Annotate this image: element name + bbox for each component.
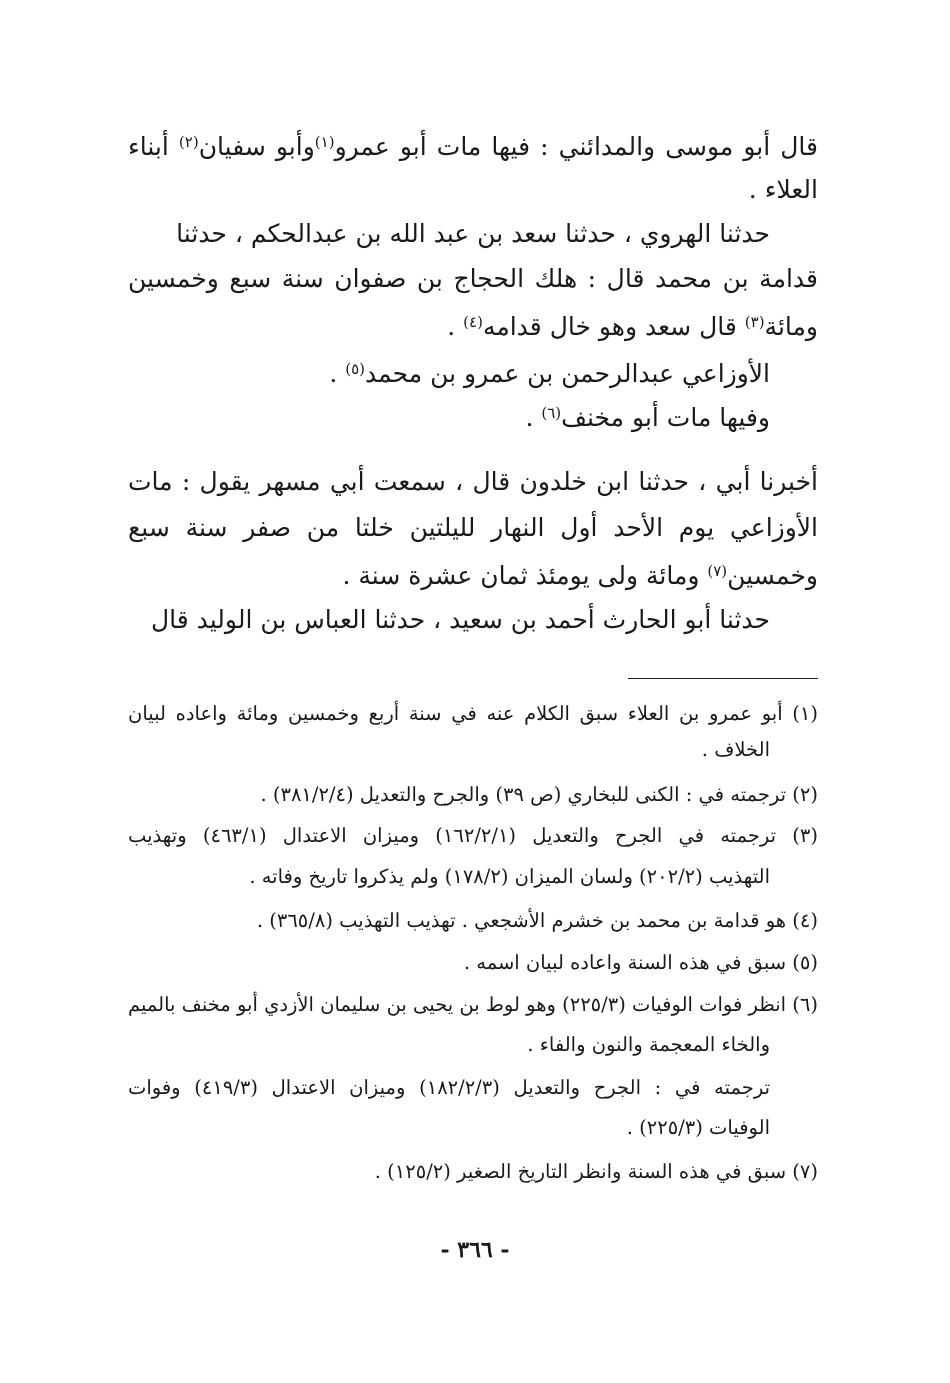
footnote-marker[interactable]: (٥) xyxy=(345,359,366,378)
text-line xyxy=(342,556,818,596)
text-line: حدثنا أبو الحارث أحمد بن سعيد ، حدثنا العباس بن الوليد قال xyxy=(150,605,770,634)
text-run: . xyxy=(329,359,346,388)
footnote-3: (٣) ترجمته في الجرح والتعديل (١٦٢/٢/١) وميزان الاعتدال (٤٦٣/١) وتهذيب xyxy=(128,824,818,847)
footnote-1: (١) أبو عمرو بن العلاء سبق الكلام عنه في سنة أربع وخمسين ومائة واعاده لبيان xyxy=(128,702,818,725)
text-line: أخبرنا أبي ، حدثنا ابن خلدون قال ، سمعت أبي مسهر يقول : مات xyxy=(128,467,818,496)
text-run: ومائة xyxy=(764,312,818,341)
text-line xyxy=(447,307,818,347)
footnote-line: الخلاف . xyxy=(701,738,770,761)
text-line xyxy=(128,127,818,167)
footnote-marker[interactable]: (٦) xyxy=(541,403,562,422)
text-run: ومائة ولى يومئذ ثمان عشرة سنة . xyxy=(342,561,708,590)
text-run: الأوزاعي عبدالرحمن بن عمرو بن محمد xyxy=(365,359,770,388)
text-run: وأبو سفيان xyxy=(198,132,315,161)
text-run: وخمسين xyxy=(727,561,818,590)
footnote-marker[interactable]: (٧) xyxy=(707,561,728,580)
text-run: . xyxy=(525,403,542,432)
footnote-line: والخاء المعجمة والنون والفاء . xyxy=(527,1033,770,1056)
text-line: قدامة بن محمد قال : هلك الحجاج بن صفوان سنة سبع وخمسين xyxy=(128,264,818,293)
footnote-marker[interactable]: (٤) xyxy=(463,312,483,331)
text-line: حدثنا الهروي ، حدثنا سعد بن عبد الله بن عبدالحكم ، حدثنا xyxy=(176,219,770,248)
text-line xyxy=(525,398,770,438)
text-run: وفيها مات أبو مخنف xyxy=(561,403,770,432)
text-line xyxy=(329,354,770,394)
footnote-5: (٥) سبق في هذه السنة واعاده لبيان اسمه . xyxy=(463,951,818,974)
footnote-line: الوفيات (٢٢٥/٣) . xyxy=(626,1116,770,1139)
footnote-separator xyxy=(628,678,818,679)
footnote-4: (٤) هو قدامة بن محمد بن خشرم الأشجعي . تهذيب التهذيب (٣٦٥/٨) . xyxy=(256,909,818,932)
footnote-2: (٢) ترجمته في : الكنى للبخاري (ص ٣٩) والجرح والتعديل (٣٨١/٢/٤) . xyxy=(260,783,818,806)
text-run: . xyxy=(447,312,464,341)
footnote-6: (٦) انظر فوات الوفيات (٢٢٥/٣) وهو لوط بن يحيى بن سليمان الأزدي أبو مخنف بالميم xyxy=(128,993,819,1016)
footnote-marker[interactable]: (٢) xyxy=(178,132,199,151)
text-run: قال أبو موسى والمدائني : فيها مات أبو عمرو xyxy=(334,132,818,161)
footnote-line: ترجمته في : الجرح والتعديل (١٨٢/٢/٣) وميزان الاعتدال (٤١٩/٣) وفوات xyxy=(128,1076,771,1099)
footnote-7: (٧) سبق في هذه السنة وانظر التاريخ الصغير (١٢٥/٢) . xyxy=(374,1160,818,1183)
text-run: قال سعد وهو خال قدامه xyxy=(482,312,745,341)
footnote-marker[interactable]: (١) xyxy=(314,132,335,151)
text-run: أبناء xyxy=(128,132,179,161)
footnote-marker[interactable]: (٣) xyxy=(744,312,765,331)
footnote-line: التهذيب (٢٠٢/٢) ولسان الميزان (١٧٨/٢) ولم يذكروا تاريخ وفاته . xyxy=(249,865,770,888)
text-line: العلاء . xyxy=(748,175,818,204)
page-number: - ٣٦٦ - xyxy=(440,1237,510,1263)
text-line: الأوزاعي يوم الأحد أول النهار لليلتين خلتا من صفر سنة سبع xyxy=(128,513,818,542)
